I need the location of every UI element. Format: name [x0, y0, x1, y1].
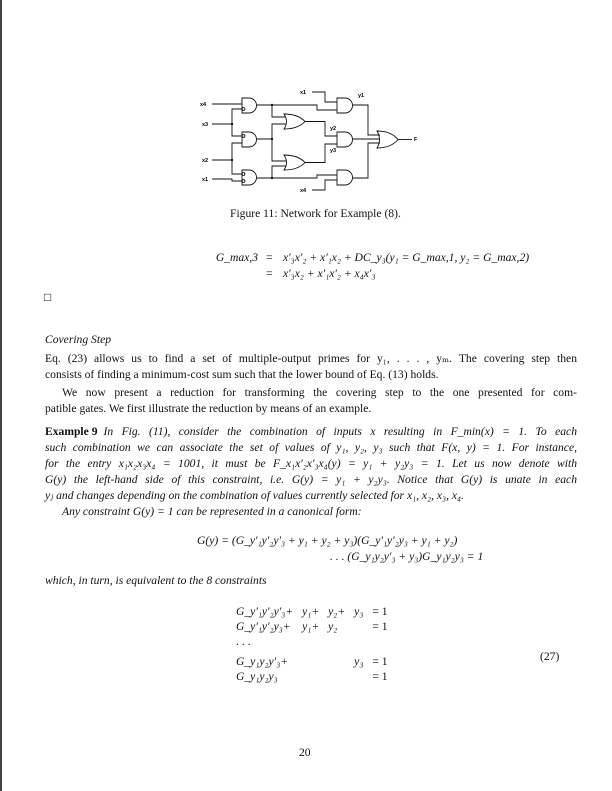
page-number: 20 — [299, 746, 311, 759]
paragraph-line: consists of finding a minimum-cost sum such that the lower bound of Eq. (13) holds. — [45, 368, 439, 381]
paragraph-line: We now present a reduction for transforming the covering step to the one presented for com- — [62, 386, 577, 399]
example-line: yⱼ and changes depending on the combination of values currently selected for x₁, x₂, x₃, x₄. — [45, 489, 464, 502]
label-y3: y3 — [330, 148, 337, 154]
section-heading: Covering Step — [45, 333, 112, 346]
constraint-empty-cell — [354, 635, 363, 649]
constraints-array — [236, 605, 388, 684]
constraint-empty-cell — [302, 655, 319, 669]
example-label: Example 9 — [45, 425, 98, 438]
input-wires — [212, 104, 242, 181]
and-gate-y2y3 — [337, 132, 352, 147]
junction-dots — [231, 104, 273, 179]
label-y1: y1 — [358, 93, 365, 99]
label-F: F — [414, 137, 418, 143]
label-x4-bottom: x4 — [300, 188, 307, 194]
label-x1-top: x1 — [300, 90, 307, 96]
and-gate-1 — [242, 98, 257, 113]
constraint-empty-cell — [328, 670, 345, 684]
label-x2: x2 — [202, 158, 209, 164]
example-line: Any constraint G(y) = 1 can be represented in a canonical form: — [62, 505, 362, 518]
constraint-rhs: = 1 — [372, 655, 388, 668]
qed-symbol: □ — [44, 290, 52, 304]
paragraph-line: patible gates. We first illustrate the reduction by means of an example. — [45, 402, 372, 415]
label-x3: x3 — [202, 122, 209, 128]
paragraph-line: Eq. (23) allows us to find a set of multiple-output primes for y₁, . . . , yₘ. The covering step then — [45, 352, 577, 365]
constraint-empty-cell — [372, 635, 387, 649]
constraint-empty-cell — [328, 635, 345, 649]
example-line: such combination we can associate the set of values of y₁, y₂, y₃ such that F(x, y) = 1. For instance, — [45, 441, 577, 454]
canonical-form-line-1: G(y) = (G_y′₁y′₂y′₃ + y₁ + y₂ + y₃)(G_y′₁y′₂y₃ + y₁ + y₂) — [197, 534, 458, 547]
constraint-empty-cell — [302, 670, 319, 684]
example-line: In Fig. (11), consider the combination of inputs x resulting in F_min(x) = 1. To each — [103, 425, 577, 438]
or-gate-2 — [284, 155, 305, 170]
and-gate-3 — [242, 170, 257, 185]
label-y2: y2 — [330, 126, 337, 132]
or-gate-final — [377, 131, 398, 148]
canonical-form-line-2: . . . (G_y₁y₂y′₃ + y₃)G_y₁y₂y₃ = 1 — [330, 550, 484, 563]
constraint-rhs: = 1 — [372, 670, 388, 683]
constraint-empty-cell — [354, 670, 363, 684]
equation-number: (27) — [540, 650, 560, 663]
constraint-term — [354, 620, 363, 634]
and-gate-bottom — [337, 170, 353, 185]
constraint-empty-cell — [328, 655, 345, 669]
constraint-term: y₂+ — [328, 605, 346, 618]
constraint-spacer — [236, 650, 388, 654]
constraint-rhs: = 1 — [372, 620, 388, 633]
which-line: which, in turn, is equivalent to the 8 constraints — [45, 574, 267, 587]
constraint-term: y₃ — [354, 655, 364, 668]
equation-lhs: G_max,3 — [215, 251, 258, 264]
constraint-ellipsis: . . . — [236, 635, 251, 648]
logic-network-figure — [180, 80, 440, 205]
constraint-term: y₂ — [328, 620, 338, 633]
equation-rhs-1: x′₃x′₂ + x′₁x₂ + DC_y₃(y₁ = G_max,1, y₂ = G_max,2) — [283, 251, 530, 264]
equation-rhs-2: x′₃x₂ + x′₁x′₂ + x₄x′₃ — [283, 267, 376, 280]
page-edge — [0, 0, 2, 791]
constraint-term: y₃ — [354, 605, 364, 618]
constraint-empty-cell — [302, 635, 319, 649]
constraint-rhs: = 1 — [372, 605, 388, 618]
equation-equals-2: = — [266, 267, 273, 280]
example-line: for the entry x₁x₂x₃x₄ = 1001, it must be F_x₁x′₂x′₃x₄(y) = y₁ + y₂y₃ = 1. Let us now denote with — [45, 457, 577, 470]
constraint-term: G_y₁y₂y₃ — [236, 670, 278, 683]
and-gate-y1 — [337, 98, 353, 113]
constraint-term: G_y′₁y′₂y₃+ — [236, 620, 291, 633]
example-first-line — [45, 425, 577, 439]
or-gate-1 — [284, 114, 305, 129]
constraint-term: G_y′₁y′₂y′₃+ — [236, 605, 294, 618]
constraint-term: y₁+ — [302, 605, 320, 618]
equation-equals-1: = — [266, 251, 273, 264]
figure-caption: Figure 11: Network for Example (8). — [230, 207, 401, 220]
level2-wires — [353, 105, 380, 178]
label-x1: x1 — [202, 177, 209, 183]
and-gate-2 — [242, 132, 256, 147]
constraint-term: G_y₁y₂y′₃+ — [236, 655, 289, 668]
example-line: G(y) the left-hand side of this constraint, i.e. G(y) = y₁ + y₂y₃. Notice that G(y) is unate in each — [45, 473, 577, 486]
constraint-term: y₁+ — [302, 620, 320, 633]
label-x4: x4 — [200, 102, 207, 108]
